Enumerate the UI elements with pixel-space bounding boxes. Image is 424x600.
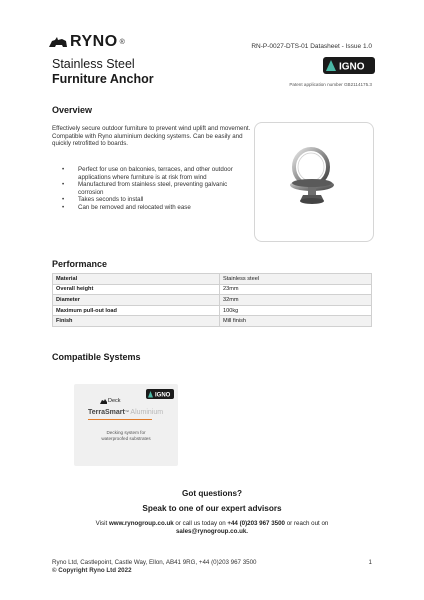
product-name: TerraSmart™ Aluminium <box>88 409 164 416</box>
email-link[interactable]: sales@rynogroup.co.uk. <box>175 528 249 535</box>
table-cell-label: Material <box>53 274 220 285</box>
table-row <box>53 305 372 316</box>
product-description: Decking system for waterproofed substrates <box>101 430 151 441</box>
terrasmart-card[interactable] <box>74 384 178 466</box>
list-item: • Takes seconds to install <box>62 196 144 204</box>
igno-badge <box>323 57 375 74</box>
anchor-illustration <box>255 123 373 241</box>
list-item: • Can be removed and relocated with ease <box>62 203 191 211</box>
ryno-logo <box>48 33 125 51</box>
table-cell-label: Maximum pull-out load <box>53 305 220 316</box>
document-reference: RN-P-0027-DTS-01 Datasheet - Issue 1.0 <box>251 43 372 50</box>
performance-table <box>52 273 372 327</box>
brand-name: RYNO <box>70 33 118 50</box>
page-title-line2: Furniture Anchor <box>52 72 154 86</box>
overview-heading: Overview <box>52 105 93 115</box>
table-cell-value: 23mm <box>220 284 372 295</box>
list-item: • Manufactured from stainless steel, preventing galvanic corrosion <box>62 181 228 196</box>
table-cell-label: Diameter <box>53 295 220 306</box>
table-cell-label: Finish <box>53 316 220 327</box>
product-image <box>254 122 374 242</box>
list-item: • Perfect for use on balconies, terraces, and other outdoor applications where furniture is at risk from wind <box>62 166 233 181</box>
page-title-line1: Stainless Steel <box>52 57 135 71</box>
svg-text:IGNO: IGNO <box>155 392 171 399</box>
contact-text: Visit www.rynogroup.co.uk or call us today on +44 (0)203 967 3500 or reach out on sales@rynogroup.co.uk. <box>95 520 329 535</box>
table-cell-value: 32mm <box>220 295 372 306</box>
questions-heading: Got questions? <box>181 489 243 498</box>
accent-line <box>88 419 152 420</box>
deck-logo: Deck <box>100 398 121 404</box>
advisors-heading: Speak to one of our expert advisors <box>142 504 282 513</box>
table-row <box>53 295 372 306</box>
rhino-icon <box>48 35 68 49</box>
footer-address: Ryno Ltd, Castlepoint, Castle Way, Ellon, AB41 9RG, +44 (0)203 967 3500 <box>52 559 257 566</box>
table-cell-value: Mill finish <box>220 316 372 327</box>
table-row <box>53 274 372 285</box>
table-row <box>53 316 372 327</box>
igno-badge-small <box>146 389 174 399</box>
table-cell-label: Overall height <box>53 284 220 295</box>
compatible-heading: Compatible Systems <box>52 352 141 362</box>
phone-number[interactable]: +44 (0)203 967 3500 <box>227 520 285 527</box>
registered-mark: ® <box>119 38 125 46</box>
table-cell-value: 100kg <box>220 305 372 316</box>
website-link[interactable]: www.rynogroup.co.uk <box>108 520 174 527</box>
table-row <box>53 284 372 295</box>
igno-badge-text: IGNO <box>339 61 365 73</box>
table-cell-value: Stainless steel <box>220 274 372 285</box>
feature-list <box>52 166 252 212</box>
rhino-icon <box>100 399 107 404</box>
footer-copyright: © Copyright Ryno Ltd 2022 <box>52 567 132 574</box>
patent-number: Patent application number GB2114175.3 <box>289 82 372 87</box>
overview-paragraph: Effectively secure outdoor furniture to prevent wind uplift and movement. Compatible with Ryno aluminium decking systems. Can be easily and quickly retrofitted to boards. <box>52 125 251 148</box>
page-number: 1 <box>368 559 372 566</box>
performance-heading: Performance <box>52 259 108 269</box>
